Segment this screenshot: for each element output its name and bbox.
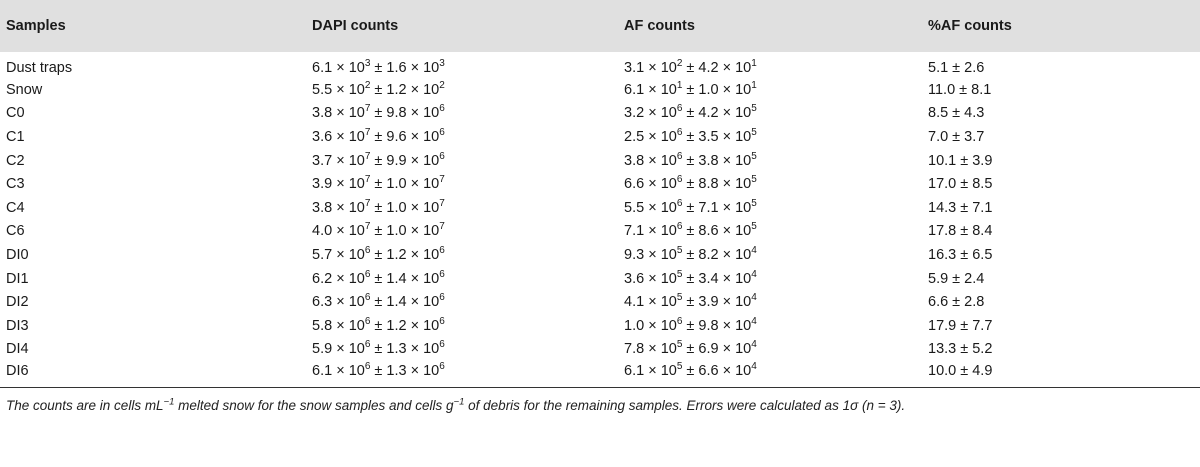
exponent: 7: [364, 197, 371, 209]
error-exponent: 4: [751, 292, 757, 304]
mantissa: 6.2: [312, 270, 333, 287]
cell-pct-af-counts: 17.0 ± 8.5: [928, 176, 993, 193]
error-exponent: 7: [439, 197, 445, 209]
exponent: 6: [364, 268, 371, 280]
error-exponent: 4: [751, 339, 757, 351]
error-exponent: 4: [751, 361, 757, 373]
error-exponent: 4: [751, 315, 757, 327]
error-mantissa: 4.2: [698, 60, 719, 76]
exponent: 7: [364, 103, 371, 115]
error-mantissa: 1.2: [386, 246, 407, 263]
exponent: 6: [364, 292, 371, 304]
error-exponent: 5: [751, 127, 757, 139]
mantissa: 5.5: [624, 199, 645, 216]
error-exponent: 3: [439, 58, 445, 70]
header-pct-af-counts: %AF counts: [928, 18, 1012, 34]
table-row: [0, 220, 1200, 244]
mantissa: 4.0: [312, 223, 333, 240]
mantissa: 2.5: [624, 128, 645, 145]
error-exponent: 1: [751, 58, 757, 70]
cell-sample: DI1: [6, 270, 29, 287]
exponent: 6: [676, 103, 683, 115]
mantissa: 5.7: [312, 246, 333, 263]
error-mantissa: 1.4: [386, 294, 407, 311]
error-mantissa: 1.0: [698, 81, 719, 98]
exponent: 6: [676, 315, 683, 327]
error-mantissa: 8.8: [698, 176, 719, 193]
exponent: 7: [364, 150, 371, 162]
error-exponent: 7: [439, 174, 445, 186]
cell-dapi-counts: $3.9 \times 10^7 \pm 1.0 \times 10^7$: [312, 174, 445, 193]
cell-sample: C4: [6, 199, 25, 216]
error-exponent: 6: [439, 245, 445, 257]
mantissa: 1.0: [624, 317, 645, 334]
exponent: 2: [364, 79, 371, 91]
cell-af-counts: $6.6 \times 10^6 \pm 8.8 \times 10^5$: [624, 174, 757, 193]
mantissa: 6.1: [312, 60, 333, 76]
cell-pct-af-counts: 8.5 ± 4.3: [928, 105, 985, 122]
exponent: 6: [364, 315, 371, 327]
mantissa: 5.9: [312, 341, 333, 358]
error-mantissa: 7.1: [698, 199, 719, 216]
cell-pct-af-counts: 10.1 ± 3.9: [928, 152, 993, 169]
error-mantissa: 3.8: [698, 152, 719, 169]
cell-sample: DI2: [6, 294, 29, 311]
table-row: [0, 172, 1200, 196]
cell-af-counts: $9.3 \times 10^5 \pm 8.2 \times 10^4$: [624, 245, 757, 263]
error-mantissa: 9.8: [386, 105, 407, 122]
table-row: [0, 125, 1200, 149]
cell-dapi-counts: $3.8 \times 10^7 \pm 9.8 \times 10^6$: [312, 103, 445, 122]
table-body: [0, 52, 1200, 388]
cell-sample: DI0: [6, 246, 29, 263]
mantissa: 5.8: [312, 317, 333, 334]
exponent: 7: [364, 221, 371, 233]
mantissa: 6.1: [312, 363, 333, 380]
table-row: [0, 361, 1200, 388]
error-mantissa: 1.0: [386, 176, 407, 193]
mantissa: 5.5: [312, 81, 333, 98]
cell-pct-af-counts: 14.3 ± 7.1: [928, 199, 993, 216]
mantissa: 4.1: [624, 294, 645, 311]
cell-dapi-counts: $3.6 \times 10^7 \pm 9.6 \times 10^6$: [312, 127, 445, 145]
error-mantissa: 3.9: [698, 294, 719, 311]
error-mantissa: 1.2: [386, 317, 407, 334]
error-exponent: 6: [439, 103, 445, 115]
mantissa: 3.8: [312, 199, 333, 216]
mantissa: 3.1: [624, 60, 645, 76]
error-mantissa: 1.2: [386, 81, 407, 98]
exponent: 5: [676, 245, 683, 257]
exponent: 6: [364, 339, 371, 351]
exponent: 3: [364, 58, 371, 70]
error-exponent: 6: [439, 315, 445, 327]
table-row: [0, 243, 1200, 267]
cell-af-counts: $3.8 \times 10^6 \pm 3.8 \times 10^5$: [624, 150, 757, 169]
error-mantissa: 1.3: [386, 341, 407, 358]
error-exponent: 5: [751, 197, 757, 209]
exponent: 6: [364, 361, 371, 373]
exponent: 5: [676, 292, 683, 304]
error-mantissa: 1.3: [386, 363, 407, 380]
mantissa: 3.6: [624, 270, 645, 287]
exponent: 1: [676, 79, 683, 91]
error-exponent: 6: [439, 150, 445, 162]
cell-sample: C3: [6, 176, 25, 193]
cell-dapi-counts: $5.5 \times 10^2 \pm 1.2 \times 10^2$: [312, 79, 445, 98]
exponent: 2: [676, 58, 683, 70]
cell-dapi-counts: $5.8 \times 10^6 \pm 1.2 \times 10^6$: [312, 315, 445, 334]
error-mantissa: 9.6: [386, 128, 407, 145]
error-exponent: 6: [439, 292, 445, 304]
cell-sample: C2: [6, 152, 25, 169]
cell-dapi-counts: $3.8 \times 10^7 \pm 1.0 \times 10^7$: [312, 197, 445, 216]
error-mantissa: 9.8: [698, 317, 719, 334]
cell-dapi-counts: $6.1 \times 10^6 \pm 1.3 \times 10^6$: [306, 361, 618, 388]
error-exponent: 6: [439, 361, 445, 373]
cell-sample: C6: [6, 223, 25, 240]
cell-af-counts: $6.1 \times 10^1 \pm 1.0 \times 10^1$: [624, 79, 757, 98]
exponent: 6: [676, 221, 683, 233]
table-row: [0, 267, 1200, 291]
cell-af-counts: $7.1 \times 10^6 \pm 8.6 \times 10^5$: [624, 221, 757, 240]
table-row: [0, 290, 1200, 314]
error-mantissa: 1.4: [386, 270, 407, 287]
table-row: [0, 52, 1200, 78]
mantissa: 3.6: [312, 128, 333, 145]
table-row: [0, 149, 1200, 173]
error-exponent: 2: [439, 79, 445, 91]
error-exponent: 7: [439, 221, 445, 233]
cell-af-counts: $1.0 \times 10^6 \pm 9.8 \times 10^4$: [624, 315, 757, 334]
error-mantissa: 1.0: [386, 199, 407, 216]
exponent: 5: [676, 268, 683, 280]
mantissa: 6.6: [624, 176, 645, 193]
error-exponent: 5: [751, 150, 757, 162]
cell-af-counts: $3.2 \times 10^6 \pm 4.2 \times 10^5$: [624, 103, 757, 122]
error-mantissa: 3.4: [698, 270, 719, 287]
error-exponent: 4: [751, 268, 757, 280]
cell-dapi-counts: $3.7 \times 10^7 \pm 9.9 \times 10^6$: [312, 150, 445, 169]
error-exponent: 5: [751, 221, 757, 233]
error-mantissa: 8.2: [698, 246, 719, 263]
cell-pct-af-counts: 5.9 ± 2.4: [928, 270, 985, 287]
cell-pct-af-counts: 10.0 ± 4.9: [922, 361, 1200, 388]
cell-sample: Snow: [6, 81, 43, 98]
cell-sample: DI6: [0, 361, 306, 388]
mantissa: 3.8: [624, 152, 645, 169]
error-mantissa: 6.9: [698, 341, 719, 358]
cell-af-counts: $2.5 \times 10^6 \pm 3.5 \times 10^5$: [624, 127, 757, 145]
table-row: [0, 338, 1200, 362]
cell-sample: C0: [6, 105, 25, 122]
cell-af-counts: $5.5 \times 10^6 \pm 7.1 \times 10^5$: [624, 197, 757, 216]
cell-pct-af-counts: 5.1 ± 2.6: [928, 60, 985, 76]
cell-dapi-counts: $5.7 \times 10^6 \pm 1.2 \times 10^6$: [312, 245, 445, 263]
error-exponent: 5: [751, 174, 757, 186]
mantissa: 3.8: [312, 105, 333, 122]
mantissa: 7.8: [624, 341, 645, 358]
exponent: 6: [676, 127, 683, 139]
header-row: [0, 0, 1200, 52]
mantissa: 3.9: [312, 176, 333, 193]
exponent: 6: [676, 174, 683, 186]
cell-af-counts: $4.1 \times 10^5 \pm 3.9 \times 10^4$: [624, 292, 757, 311]
exponent: 6: [364, 245, 371, 257]
cell-pct-af-counts: 13.3 ± 5.2: [928, 341, 993, 358]
mantissa: 6.1: [624, 363, 645, 380]
cell-dapi-counts: $6.1 \times 10^3 \pm 1.6 \times 10^3$: [312, 58, 445, 76]
exponent: 6: [676, 197, 683, 209]
error-mantissa: 1.6: [386, 60, 407, 76]
cell-pct-af-counts: 17.8 ± 8.4: [928, 223, 993, 240]
cell-dapi-counts: $4.0 \times 10^7 \pm 1.0 \times 10^7$: [312, 221, 445, 240]
error-exponent: 6: [439, 339, 445, 351]
cell-af-counts: $6.1 \times 10^5 \pm 6.6 \times 10^4$: [618, 361, 922, 388]
exponent: 7: [364, 127, 371, 139]
mantissa: 7.1: [624, 223, 645, 240]
mantissa: 6.1: [624, 81, 645, 98]
error-exponent: 4: [751, 245, 757, 257]
error-mantissa: 9.9: [386, 152, 407, 169]
cell-dapi-counts: $6.3 \times 10^6 \pm 1.4 \times 10^6$: [312, 292, 445, 311]
cell-sample: Dust traps: [6, 60, 73, 76]
table-row: [0, 196, 1200, 220]
cell-af-counts: $3.6 \times 10^5 \pm 3.4 \times 10^4$: [624, 268, 757, 287]
cell-af-counts: $3.1 \times 10^2 \pm 4.2 \times 10^1$: [624, 58, 757, 76]
cell-pct-af-counts: 7.0 ± 3.7: [928, 128, 985, 145]
error-exponent: 1: [751, 79, 757, 91]
cell-af-counts: $7.8 \times 10^5 \pm 6.9 \times 10^4$: [624, 339, 757, 358]
table-footnote: The counts are in cells $mL^{-1}$ melted snow for the snow samples and cells $g^{-1}$ of debris for the remaining samples. Errors were calculated as 1σ (n = 3).: [6, 396, 906, 414]
header-af-counts: AF counts: [624, 18, 695, 34]
error-mantissa: 1.0: [386, 223, 407, 240]
exponent: 5: [676, 361, 683, 373]
cell-sample: DI3: [6, 317, 29, 334]
table-row: [0, 78, 1200, 102]
exponent: 5: [676, 339, 683, 351]
table-row: [0, 102, 1200, 126]
mantissa: 6.3: [312, 294, 333, 311]
cell-dapi-counts: $5.9 \times 10^6 \pm 1.3 \times 10^6$: [312, 339, 445, 358]
table-row: [0, 314, 1200, 338]
error-mantissa: 3.5: [698, 128, 719, 145]
cell-pct-af-counts: 17.9 ± 7.7: [928, 317, 993, 334]
error-exponent: 6: [439, 127, 445, 139]
mantissa: 9.3: [624, 246, 645, 263]
table-header: [0, 0, 1200, 52]
cell-pct-af-counts: 6.6 ± 2.8: [928, 294, 985, 311]
header-samples: Samples: [6, 18, 66, 34]
cell-sample: DI4: [6, 341, 29, 358]
mantissa: 3.7: [312, 152, 333, 169]
exponent: 7: [364, 174, 371, 186]
error-exponent: 6: [439, 268, 445, 280]
header-dapi-counts: DAPI counts: [312, 18, 399, 34]
error-mantissa: 6.6: [698, 363, 719, 380]
error-mantissa: 4.2: [698, 105, 719, 122]
mantissa: 3.2: [624, 105, 645, 122]
cell-sample: C1: [6, 128, 25, 145]
error-mantissa: 8.6: [698, 223, 719, 240]
exponent: 6: [676, 150, 683, 162]
cell-pct-af-counts: 11.0 ± 8.1: [928, 81, 992, 98]
error-exponent: 5: [751, 103, 757, 115]
cell-pct-af-counts: 16.3 ± 6.5: [928, 246, 993, 263]
cell-dapi-counts: $6.2 \times 10^6 \pm 1.4 \times 10^6$: [312, 268, 445, 287]
